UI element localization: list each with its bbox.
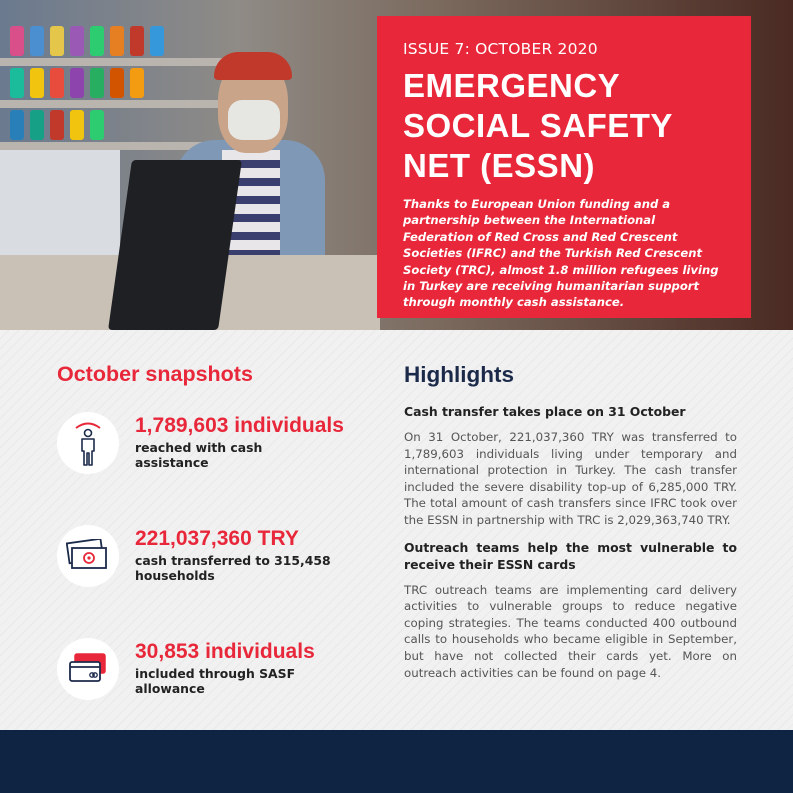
snapshot-desc: cash transferred to 315,458 households (135, 553, 331, 583)
photo-product (30, 110, 44, 140)
snapshot-item (57, 525, 377, 589)
photo-product (70, 26, 84, 56)
snapshot-item (57, 638, 377, 702)
cards-icon (57, 638, 119, 700)
photo-product (50, 110, 64, 140)
photo-product (10, 110, 24, 140)
photo-person-mask (228, 100, 280, 140)
snapshot-desc: reached with cash assistance (135, 440, 263, 470)
snapshot-value: 30,853 individuals (135, 640, 315, 663)
photo-product (130, 68, 144, 98)
highlight-heading: Outreach teams help the most vulnerable to receive their ESSN cards (404, 539, 737, 572)
photo-product (90, 110, 104, 140)
highlight-body: TRC outreach teams are implementing card delivery activities to vulnerable groups to reduce negative coping strategies. The teams conducted 400 outbound calls to households who became eligible in September, but have not collected their cards yet. More on outreach activities can be found on page 4. (404, 582, 737, 680)
snapshot-item (57, 412, 377, 476)
photo-product (110, 26, 124, 56)
photo-product (70, 110, 84, 140)
photo-product (30, 26, 44, 56)
snapshots-column (57, 362, 377, 696)
photo-product (50, 68, 64, 98)
banknote-icon (57, 525, 119, 587)
highlight-heading: Cash transfer takes place on 31 October (404, 404, 686, 419)
title-line: EMERGENCY (403, 67, 621, 104)
photo-shelf (0, 58, 250, 66)
highlight-body: On 31 October, 221,037,360 TRY was transferred to 1,789,603 individuals living under temporary and international protection in Turkey. The cash transfer included the severe disability top-up of 6,285,000 TRY. The total amount of cash transfers since IFRC took over the ESSN in partnership with TRC is 2,029,363,740 TRY. (404, 430, 737, 527)
photo-product (10, 26, 24, 56)
photo-product (150, 26, 164, 56)
photo-product (70, 68, 84, 98)
snapshot-value: 221,037,360 TRY (135, 527, 299, 550)
title-line: SOCIAL SAFETY (403, 107, 673, 144)
photo-product (130, 26, 144, 56)
photo-product (50, 26, 64, 56)
photo-product (90, 26, 104, 56)
highlights-title: Highlights (404, 362, 514, 387)
photo-product (10, 68, 24, 98)
snapshot-value: 1,789,603 individuals (135, 414, 344, 437)
photo-boxes (0, 150, 120, 260)
title-line: NET (ESSN) (403, 147, 596, 184)
snapshot-desc: included through SASF allowance (135, 666, 296, 696)
title-panel (377, 16, 751, 318)
footer-band (0, 730, 793, 793)
highlights-column (404, 362, 737, 681)
photo-shelf (0, 100, 250, 108)
snapshots-title: October snapshots (57, 362, 253, 386)
person-icon (57, 412, 119, 474)
photo-person-bandana (214, 52, 292, 80)
lede-text: Thanks to European Union funding and a partnership between the International Federation of Red Cross and Red Crescent Societies (IFRC) and the Turkish Red Crescent Society (TRC), almost 1.8 million refugees living in Turkey are receiving humanitarian support through monthly cash assistance. (403, 197, 719, 310)
photo-product (90, 68, 104, 98)
photo-product (30, 68, 44, 98)
issue-label: ISSUE 7: OCTOBER 2020 (403, 40, 598, 58)
page-title (403, 66, 725, 186)
photo-product (110, 68, 124, 98)
content-section (0, 330, 793, 730)
